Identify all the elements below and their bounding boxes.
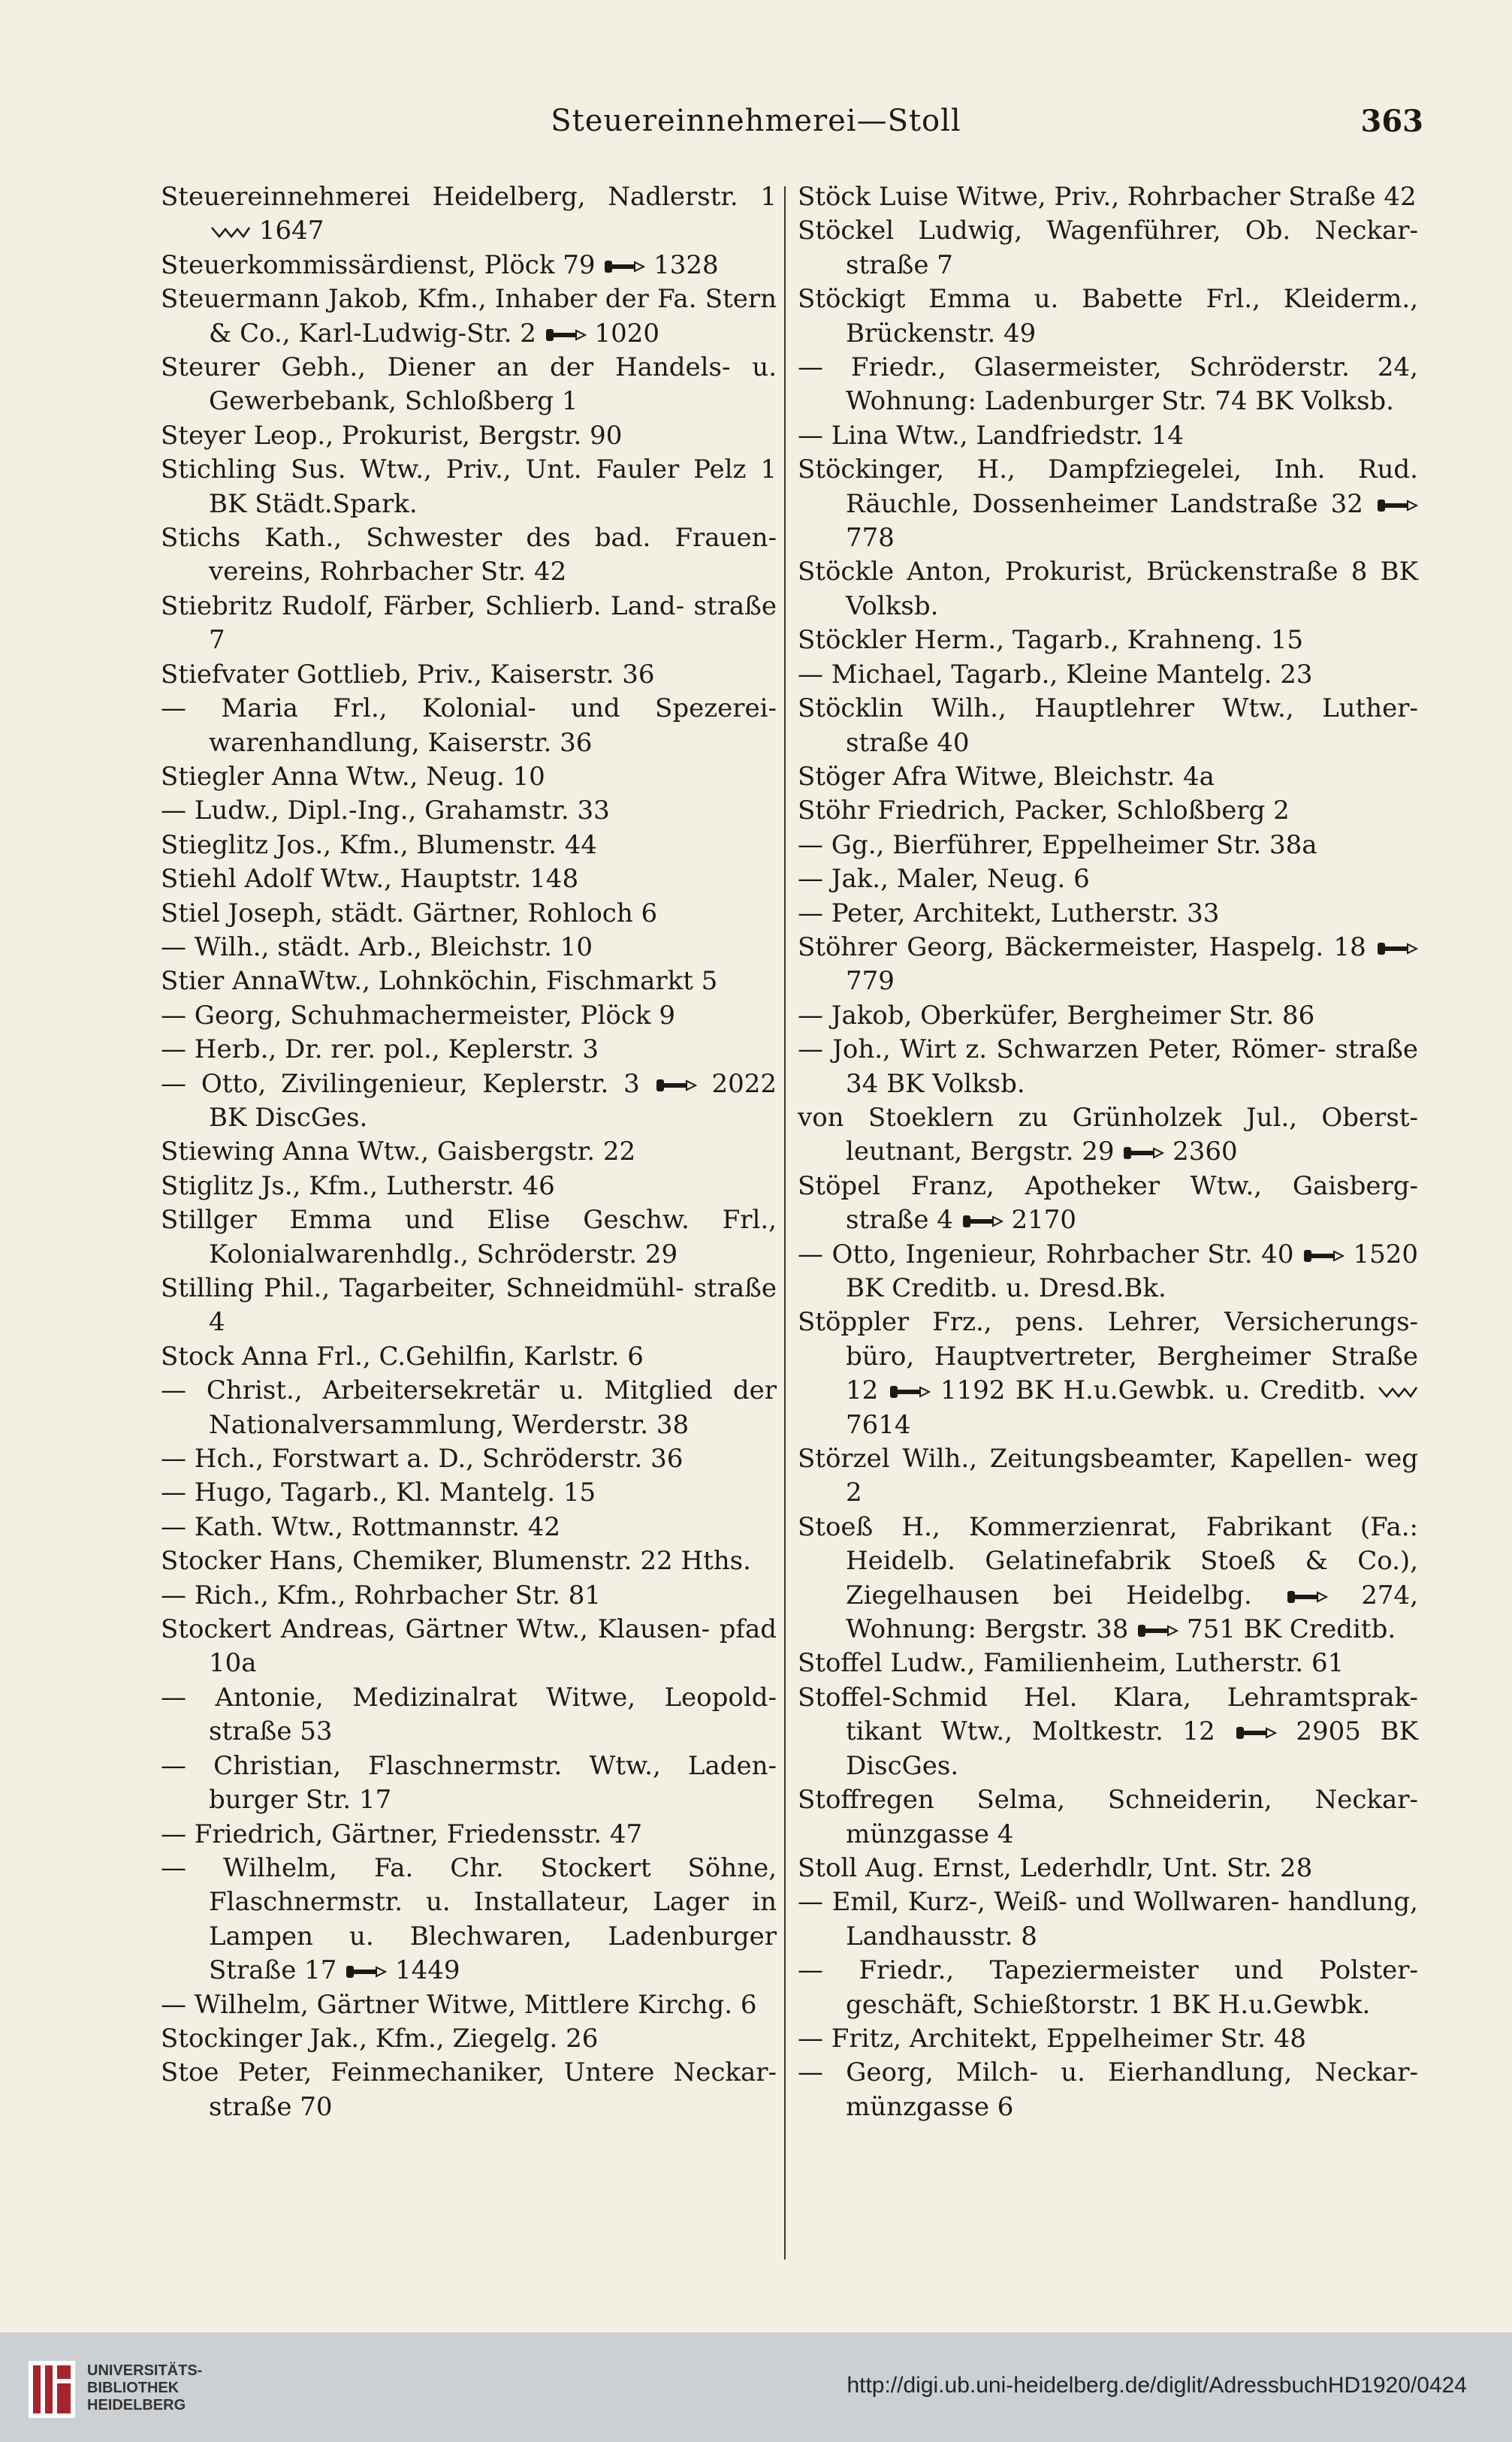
right-column [798, 180, 1418, 2124]
entry-text: Stiebritz Rudolf, Färber, Schlierb. Land- straße 7 [161, 590, 777, 656]
directory-entry [161, 1033, 777, 1067]
directory-entry [161, 590, 777, 658]
directory-entry [798, 1852, 1418, 1885]
entry-text: — Michael, Tagarb., Kleine Mantelg. 23 [798, 659, 1313, 690]
directory-entry [161, 1579, 777, 1613]
directory-entry [161, 1511, 777, 1544]
directory-entry [798, 931, 1418, 999]
directory-entry [798, 180, 1418, 214]
directory-entry [161, 1135, 777, 1169]
library-name-line: UNIVERSITÄTS- [87, 2362, 203, 2379]
directory-entry [798, 2056, 1418, 2124]
entry-text: Steyer Leop., Prokurist, Bergstr. 90 [161, 420, 623, 451]
directory-entry [798, 1681, 1418, 1783]
library-name-line: BIBLIOTHEK [87, 2380, 180, 2396]
left-column [161, 180, 777, 2124]
entry-text: — Emil, Kurz-, Weiß- und Wollwaren- handlung, Landhausstr. 8 [798, 1887, 1418, 1951]
directory-entry [161, 249, 777, 282]
entry-text: 1520 BK Creditb. u. Dresd.Bk. [846, 1239, 1419, 1303]
directory-entry [161, 1613, 777, 1681]
entry-text: Stoffel Ludw., Familienheim, Lutherstr. 61 [798, 1648, 1345, 1679]
directory-entry [798, 897, 1418, 931]
telephone-icon [1136, 1623, 1179, 1638]
entry-text: — Christ., Arbeitersekretär u. Mitglied der Nationalversammlung, Werderstr. 38 [161, 1375, 777, 1440]
entry-text: Stoe Peter, Feinmechaniker, Untere Neckar- straße 70 [161, 2057, 777, 2122]
telephone-icon [1122, 1146, 1164, 1161]
entry-text: — Rich., Kfm., Rohrbacher Str. 81 [161, 1580, 602, 1610]
entry-text: Störzel Wilh., Zeitungsbeamter, Kapellen- weg 2 [798, 1444, 1418, 1508]
telephone-icon [961, 1214, 1003, 1229]
directory-entry [161, 180, 777, 249]
entry-text: Stock Anna Frl., C.Gehilfin, Karlstr. 6 [161, 1341, 644, 1372]
directory-entry [161, 692, 777, 760]
entry-text: — Peter, Architekt, Lutherstr. 33 [798, 898, 1220, 928]
directory-entry [798, 1033, 1418, 1101]
entry-text: Stichling Sus. Wtw., Priv., Unt. Fauler Pelz 1 BK Städt.Spark. [161, 454, 777, 519]
directory-entry [798, 829, 1418, 862]
entry-text: 1328 [645, 249, 719, 280]
entry-text: 2170 [1003, 1205, 1077, 1236]
entry-text: Stöppler Frz., pens. Lehrer, Versicherungs- büro, Hauptvertreter, Bergheimer Straße 12 [798, 1307, 1418, 1406]
entry-text: Stöckle Anton, Prokurist, Brückenstraße 8 BK Volksb. [798, 557, 1418, 621]
directory-entry [798, 214, 1418, 282]
entry-text: Stillger Emma und Elise Geschw. Frl., Kolonialwarenhdlg., Schröderstr. 29 [161, 1205, 777, 1269]
directory-entry [798, 862, 1418, 896]
directory-entry [161, 1818, 777, 1852]
directory-entry [161, 1988, 777, 2022]
source-url-link[interactable]: http://digi.ub.uni-heidelberg.de/diglit/AdressbuchHD1920/0424 [847, 2373, 1467, 2398]
directory-entry [161, 351, 777, 419]
directory-entry [798, 999, 1418, 1033]
library-name-line: HEIDELBERG [87, 2397, 186, 2413]
directory-entry [161, 1272, 777, 1340]
entry-text: Stöcklin Wilh., Hauptlehrer Wtw., Luther- straße 40 [798, 693, 1418, 758]
directory-entry [798, 623, 1418, 657]
directory-entry [798, 1647, 1418, 1680]
library-logo-icon [29, 2361, 75, 2418]
directory-entry [161, 999, 777, 1033]
directory-entry [161, 521, 777, 590]
directory-entry [798, 351, 1418, 419]
telephone-icon [1376, 941, 1418, 956]
entry-text: 1192 BK H.u.Gewbk. u. Creditb. [930, 1375, 1376, 1406]
entry-text: — Wilh., städt. Arb., Bleichstr. 10 [161, 931, 593, 962]
entry-text: Stöckigt Emma u. Babette Frl., Kleiderm., Brückenstr. 49 [798, 284, 1418, 349]
entry-text: 274, Wohnung: Bergstr. 38 [846, 1580, 1418, 1645]
entry-text: Steuerkommissärdienst, Plöck 79 [161, 249, 604, 280]
entry-text: Stiglitz Js., Kfm., Lutherstr. 46 [161, 1170, 555, 1201]
entry-text: — Friedr., Glasermeister, Schröderstr. 24, Wohnung: Ladenburger Str. 74 BK Volksb. [798, 352, 1418, 417]
directory-entry [798, 658, 1418, 692]
directory-entry [161, 1170, 777, 1203]
telephone-icon [603, 259, 645, 274]
entry-text: — Georg, Milch- u. Eierhandlung, Neckar- münzgasse 6 [798, 2057, 1418, 2122]
directory-entry [161, 282, 777, 351]
entry-text: — Fritz, Architekt, Eppelheimer Str. 48 [798, 2023, 1307, 2054]
entry-text: — Wilhelm, Fa. Chr. Stockert Söhne, Flaschnermstr. u. Installateur, Lager in Lampen u. Blechwaren, Ladenburger Straße 17 [161, 1852, 777, 1986]
entry-text: Stiel Joseph, städt. Gärtner, Rohloch 6 [161, 898, 658, 928]
telephone-icon [655, 1078, 697, 1093]
entry-text: — Antonie, Medizinalrat Witwe, Leopold- straße 53 [161, 1682, 777, 1747]
directory-entry [798, 1783, 1418, 1852]
entry-text: Steurer Gebh., Diener an der Handels- u. Gewerbebank, Schloßberg 1 [161, 352, 777, 417]
telegraph-icon [209, 225, 251, 240]
directory-entry [161, 964, 777, 998]
entry-text: — Hch., Forstwart a. D., Schröderstr. 36 [161, 1444, 684, 1475]
telephone-icon [1235, 1725, 1277, 1740]
entry-text: Stocker Hans, Chemiker, Blumenstr. 22 Hths. [161, 1546, 751, 1577]
entry-text: — Hugo, Tagarb., Kl. Mantelg. 15 [161, 1478, 596, 1508]
directory-entry [161, 2022, 777, 2056]
directory-entry [798, 1170, 1418, 1238]
entry-text: — Otto, Ingenieur, Rohrbacher Str. 40 [798, 1239, 1302, 1269]
entry-text: von Stoeklern zu Grünholzek Jul., Oberst- leutnant, Bergstr. 29 [798, 1102, 1418, 1167]
directory-entry [161, 453, 777, 521]
entry-text: — Wilhelm, Gärtner Witwe, Mittlere Kirchg. 6 [161, 1989, 757, 2020]
directory-entry [161, 1340, 777, 1374]
entry-text: Stiewing Anna Wtw., Gaisbergstr. 22 [161, 1136, 636, 1167]
directory-entry [161, 2056, 777, 2124]
entry-text: 7614 [846, 1409, 911, 1440]
directory-entry [161, 658, 777, 692]
library-name [87, 2362, 202, 2414]
telephone-icon [1376, 498, 1418, 513]
directory-entry [798, 419, 1418, 453]
entry-text: Stöhr Friedrich, Packer, Schloßberg 2 [798, 795, 1290, 826]
directory-entry [161, 794, 777, 828]
directory-entry [161, 1852, 777, 1988]
directory-entry [798, 1238, 1418, 1306]
directory-entry [161, 1544, 777, 1578]
entry-text: — Jakob, Oberküfer, Bergheimer Str. 86 [798, 1000, 1315, 1031]
entry-text: Stockinger Jak., Kfm., Ziegelg. 26 [161, 2023, 599, 2054]
entry-text: — Ludw., Dipl.-Ing., Grahamstr. 33 [161, 795, 610, 826]
entry-text: Stöckler Herm., Tagarb., Krahneng. 15 [798, 625, 1303, 656]
entry-text: Steuereinnehmerei Heidelberg, Nadlerstr. 1 [161, 182, 777, 212]
directory-entry [798, 1101, 1418, 1170]
entry-text: — Lina Wtw., Landfriedstr. 14 [798, 420, 1184, 451]
entry-text: Stockert Andreas, Gärtner Wtw., Klausen- pfad 10a [161, 1614, 777, 1679]
entry-text: 779 [846, 966, 895, 997]
directory-entry [798, 1954, 1418, 2022]
directory-entry [161, 1203, 777, 1272]
page-header-title: Steuereinnehmerei—Stoll [551, 104, 961, 138]
directory-entry [798, 794, 1418, 828]
directory-entry [798, 692, 1418, 760]
entry-text: — Joh., Wirt z. Schwarzen Peter, Römer- straße 34 BK Volksb. [798, 1034, 1418, 1099]
entry-text: — Friedrich, Gärtner, Friedensstr. 47 [161, 1819, 643, 1849]
column-divider [784, 186, 786, 2259]
directory-entry [161, 1067, 777, 1136]
entry-text: 751 BK Creditb. [1179, 1614, 1396, 1645]
entry-text: Stöck Luise Witwe, Priv., Rohrbacher Straße 42 [798, 182, 1417, 212]
entry-text: 2022 BK DiscGes. [209, 1068, 777, 1133]
directory-entry [798, 453, 1418, 555]
telephone-icon [1302, 1248, 1345, 1263]
directory-entry [798, 282, 1418, 351]
entry-text: — Herb., Dr. rer. pol., Keplerstr. 3 [161, 1034, 599, 1065]
directory-entry [798, 1306, 1418, 1442]
directory-entry [161, 1442, 777, 1476]
entry-text: Stoeß H., Kommerzienrat, Fabrikant (Fa.: Heidelb. Gelatinefabrik Stoeß & Co.), Ziegelhausen bei Heidelbg. [798, 1511, 1418, 1610]
telegraph-icon [1376, 1384, 1418, 1399]
directory-entry [798, 760, 1418, 794]
directory-entry [161, 897, 777, 931]
entry-text: 1647 [251, 216, 324, 246]
entry-text: Stilling Phil., Tagarbeiter, Schneidmühl- straße 4 [161, 1273, 777, 1338]
directory-entry [798, 1885, 1418, 1954]
entry-text: — Maria Frl., Kolonial- und Spezerei- warenhandlung, Kaiserstr. 36 [161, 693, 777, 758]
telephone-icon [545, 328, 587, 343]
directory-entry [798, 2022, 1418, 2056]
entry-text: Stoffregen Selma, Schneiderin, Neckar- münzgasse 4 [798, 1785, 1418, 1849]
page-number: 363 [1360, 104, 1423, 139]
entry-text: Stoffel-Schmid Hel. Klara, Lehramtsprak- tikant Wtw., Moltkestr. 12 [798, 1682, 1418, 1747]
directory-entry [798, 555, 1418, 623]
entry-text: Stiegler Anna Wtw., Neug. 10 [161, 761, 545, 792]
entry-text: Stiefvater Gottlieb, Priv., Kaiserstr. 36 [161, 659, 655, 690]
telephone-icon [345, 1964, 387, 1979]
directory-entry [798, 1511, 1418, 1647]
directory-entry [161, 931, 777, 964]
entry-text: — Jak., Maler, Neug. 6 [798, 864, 1090, 895]
directory-entry [161, 1374, 777, 1442]
entry-text: — Otto, Zivilingenieur, Keplerstr. 3 [161, 1068, 655, 1099]
entry-text: 2905 BK DiscGes. [846, 1716, 1418, 1781]
directory-entry [798, 1442, 1418, 1511]
entry-text: 2360 [1164, 1136, 1238, 1167]
entry-text: Stöhrer Georg, Bäckermeister, Haspelg. 18 [798, 931, 1376, 962]
entry-text: Stöger Afra Witwe, Bleichstr. 4a [798, 761, 1215, 792]
directory-entry [161, 760, 777, 794]
entry-text: Stier AnnaWtw., Lohnköchin, Fischmarkt 5 [161, 966, 718, 997]
entry-text: — Kath. Wtw., Rottmannstr. 42 [161, 1511, 560, 1542]
entry-text: — Friedr., Tapeziermeister und Polster- geschäft, Schießtorstr. 1 BK H.u.Gewbk. [798, 1955, 1418, 2020]
entry-text: Stöckel Ludwig, Wagenführer, Ob. Neckar- straße 7 [798, 216, 1418, 280]
telephone-icon [889, 1384, 931, 1399]
telephone-icon [1286, 1589, 1328, 1604]
entry-text: 778 [846, 523, 895, 554]
directory-entry [161, 419, 777, 453]
footer-bar [0, 2332, 1512, 2442]
entry-text: — Gg., Bierführer, Eppelheimer Str. 38a [798, 829, 1317, 860]
entry-text: Stieglitz Jos., Kfm., Blumenstr. 44 [161, 829, 597, 860]
entry-text: Stichs Kath., Schwester des bad. Frauen- vereins, Rohrbacher Str. 42 [161, 523, 777, 587]
entry-text: Steuermann Jakob, Kfm., Inhaber der Fa. Stern & Co., Karl-Ludwig-Str. 2 [161, 284, 777, 349]
directory-entry [161, 1681, 777, 1749]
entry-text: Stoll Aug. Ernst, Lederhdlr, Unt. Str. 28 [798, 1852, 1313, 1883]
directory-entry [161, 1749, 777, 1818]
directory-entry [161, 829, 777, 862]
directory-entry [161, 862, 777, 896]
entry-text: — Georg, Schuhmachermeister, Plöck 9 [161, 1000, 675, 1031]
entry-text: 1449 [387, 1955, 460, 1986]
directory-entry [161, 1476, 777, 1510]
entry-text: Stöpel Franz, Apotheker Wtw., Gaisberg- straße 4 [798, 1170, 1418, 1236]
entry-text: Stiehl Adolf Wtw., Hauptstr. 148 [161, 864, 579, 895]
entry-text: 1020 [586, 318, 660, 349]
entry-text: Stöckinger, H., Dampfziegelei, Inh. Rud. Räuchle, Dossenheimer Landstraße 32 [798, 454, 1418, 519]
entry-text: — Christian, Flaschnermstr. Wtw., Laden- burger Str. 17 [161, 1750, 777, 1816]
